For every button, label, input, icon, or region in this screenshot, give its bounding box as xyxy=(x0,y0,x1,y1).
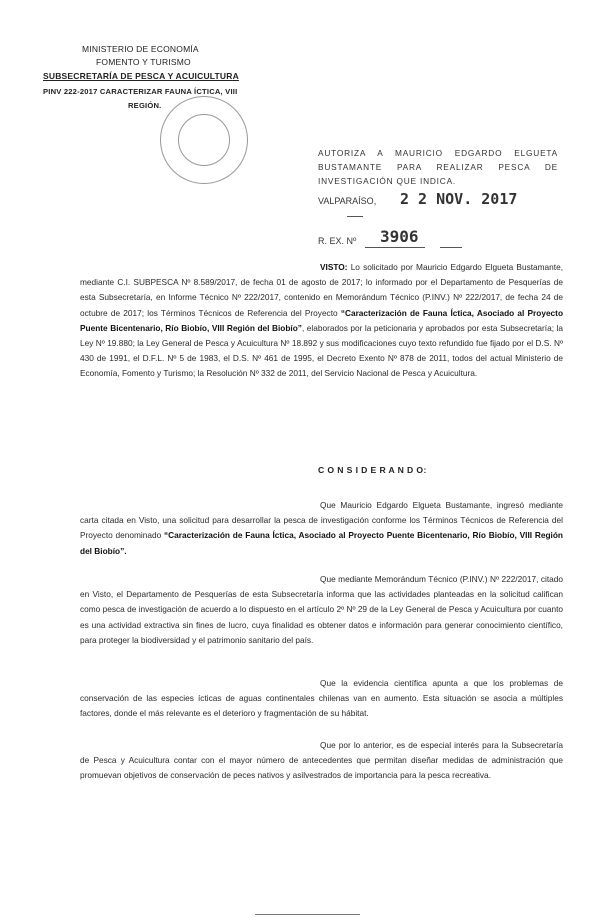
visto-text-1: Lo solicitado por Mauricio Edgardo Elgueta Bustamante, mediante C.I. SUBPESCA Nº 8.589/2017, de fecha 01 de agosto de 2017; lo informado por el Departamento de Pesquerías de esta Subsecretaría, en Informe Técnico Nº 222/2017, contenido en Memorándum Técnico (P.INV.) Nº 222/2017, de fecha 24 de octubre de 2017; los Términos Técnicos de Referencia del Proyecto xyxy=(80,262,563,318)
visto-text-2: , elaborados por la peticionaria y aprobados por esta Subsecretaría; la Ley Nº 19.880; la Ley General de Pesca y Acuicultura Nº 18.892 y sus modificaciones cuyo texto refundido fue fijado por el D.S. Nº 430 de 1991, el D.F.L. Nº 5 de 1983, el D.S. Nº 461 de 1995, el Decreto Exento Nº 878 de 2011, todos del actual Ministerio de Economía, Fomento y Turismo; la Resolución Nº 332 de 2011, del Servicio Nacional de Pesca y Acuicultura. xyxy=(80,322,563,379)
place-label: VALPARAÍSO, xyxy=(318,196,377,206)
signature-mark xyxy=(255,908,360,915)
official-stamp-inner xyxy=(178,114,230,166)
considerando-1-project-title: “Caracterización de Fauna Íctica, Asociado al Proyecto Puente Bicentenario, Río Biobío, VIII Región del Biobío”. xyxy=(80,530,563,556)
considerando-1 xyxy=(80,498,563,559)
resolution-underline xyxy=(365,247,425,248)
subject: AUTORIZA A MAURICIO EDGARDO ELGUETA BUSTAMANTE PARA REALIZAR PESCA DE INVESTIGACIÓN QUE INDICA. xyxy=(318,148,558,186)
visto-paragraph xyxy=(80,260,563,382)
dash-mark xyxy=(347,216,363,217)
resolution-dash xyxy=(440,247,462,248)
resolution-number: 3906 xyxy=(380,227,419,246)
reference-line-2: REGIÓN. xyxy=(128,101,162,110)
considerando-3: Que la evidencia científica apunta a que los problemas de conservación de las especies ícticas de aguas continentales chilenas van en aumento. Esta situación se asocia a múltiples factores, donde el más relevante es el deterioro y fragmentación de su hábitat. xyxy=(80,678,563,719)
subsecretaria-name: SUBSECRETARÍA DE PESCA Y ACUICULTURA xyxy=(43,71,239,81)
resolution-label: R. EX. Nº xyxy=(318,236,357,246)
ministry-name: MINISTERIO DE ECONOMÍA xyxy=(82,44,199,54)
visto-project-title: “Caracterización de Fauna Íctica, Asociado al Proyecto Puente Bicentenario, Río Biobío, VIII Región del Biobío” xyxy=(80,307,564,333)
ministry-subtitle: FOMENTO Y TURISMO xyxy=(96,57,191,67)
considerando-4: Que por lo anterior, es de especial interés para la Subsecretaría de Pesca y Acuicultura contar con el mayor número de antecedentes que permitan diseñar medidas de administración que promuevan objetivos de conservación de peces nativos y asilvestrados de importancia para la pesca recreativa. xyxy=(80,740,563,781)
considerando-1-text: Que Mauricio Edgardo Elgueta Bustamante, ingresó mediante carta citada en Visto, una solicitud para desarrollar la pesca de investigación conforme los Términos Técnicos de Referencia del Proyecto denominado xyxy=(80,500,563,541)
considerando-heading: C O N S I D E R A N D O: xyxy=(318,465,427,475)
considerando-2: Que mediante Memorándum Técnico (P.INV.) Nº 222/2017, citado en Visto, el Departamento de Pesquerías de esta Subsecretaría informa que las actividades planteadas en la solicitud califican como pesca de investigación de acuerdo a lo dispuesto en el artículo 2º Nº 29 de la Ley General de Pesca y Acuicultura por cuanto es una actividad extractiva sin fines de lucro, cuya finalidad es obtener datos e información para generar conocimiento científico, para proteger la biodiversidad y el patrimonio sanitario del país. xyxy=(80,574,563,645)
date-stamp: 2 2 NOV. 2017 xyxy=(400,190,518,208)
visto-label: VISTO: xyxy=(320,262,348,272)
reference-line-1: PINV 222-2017 CARACTERIZAR FAUNA ÍCTICA, VIII xyxy=(43,87,238,96)
